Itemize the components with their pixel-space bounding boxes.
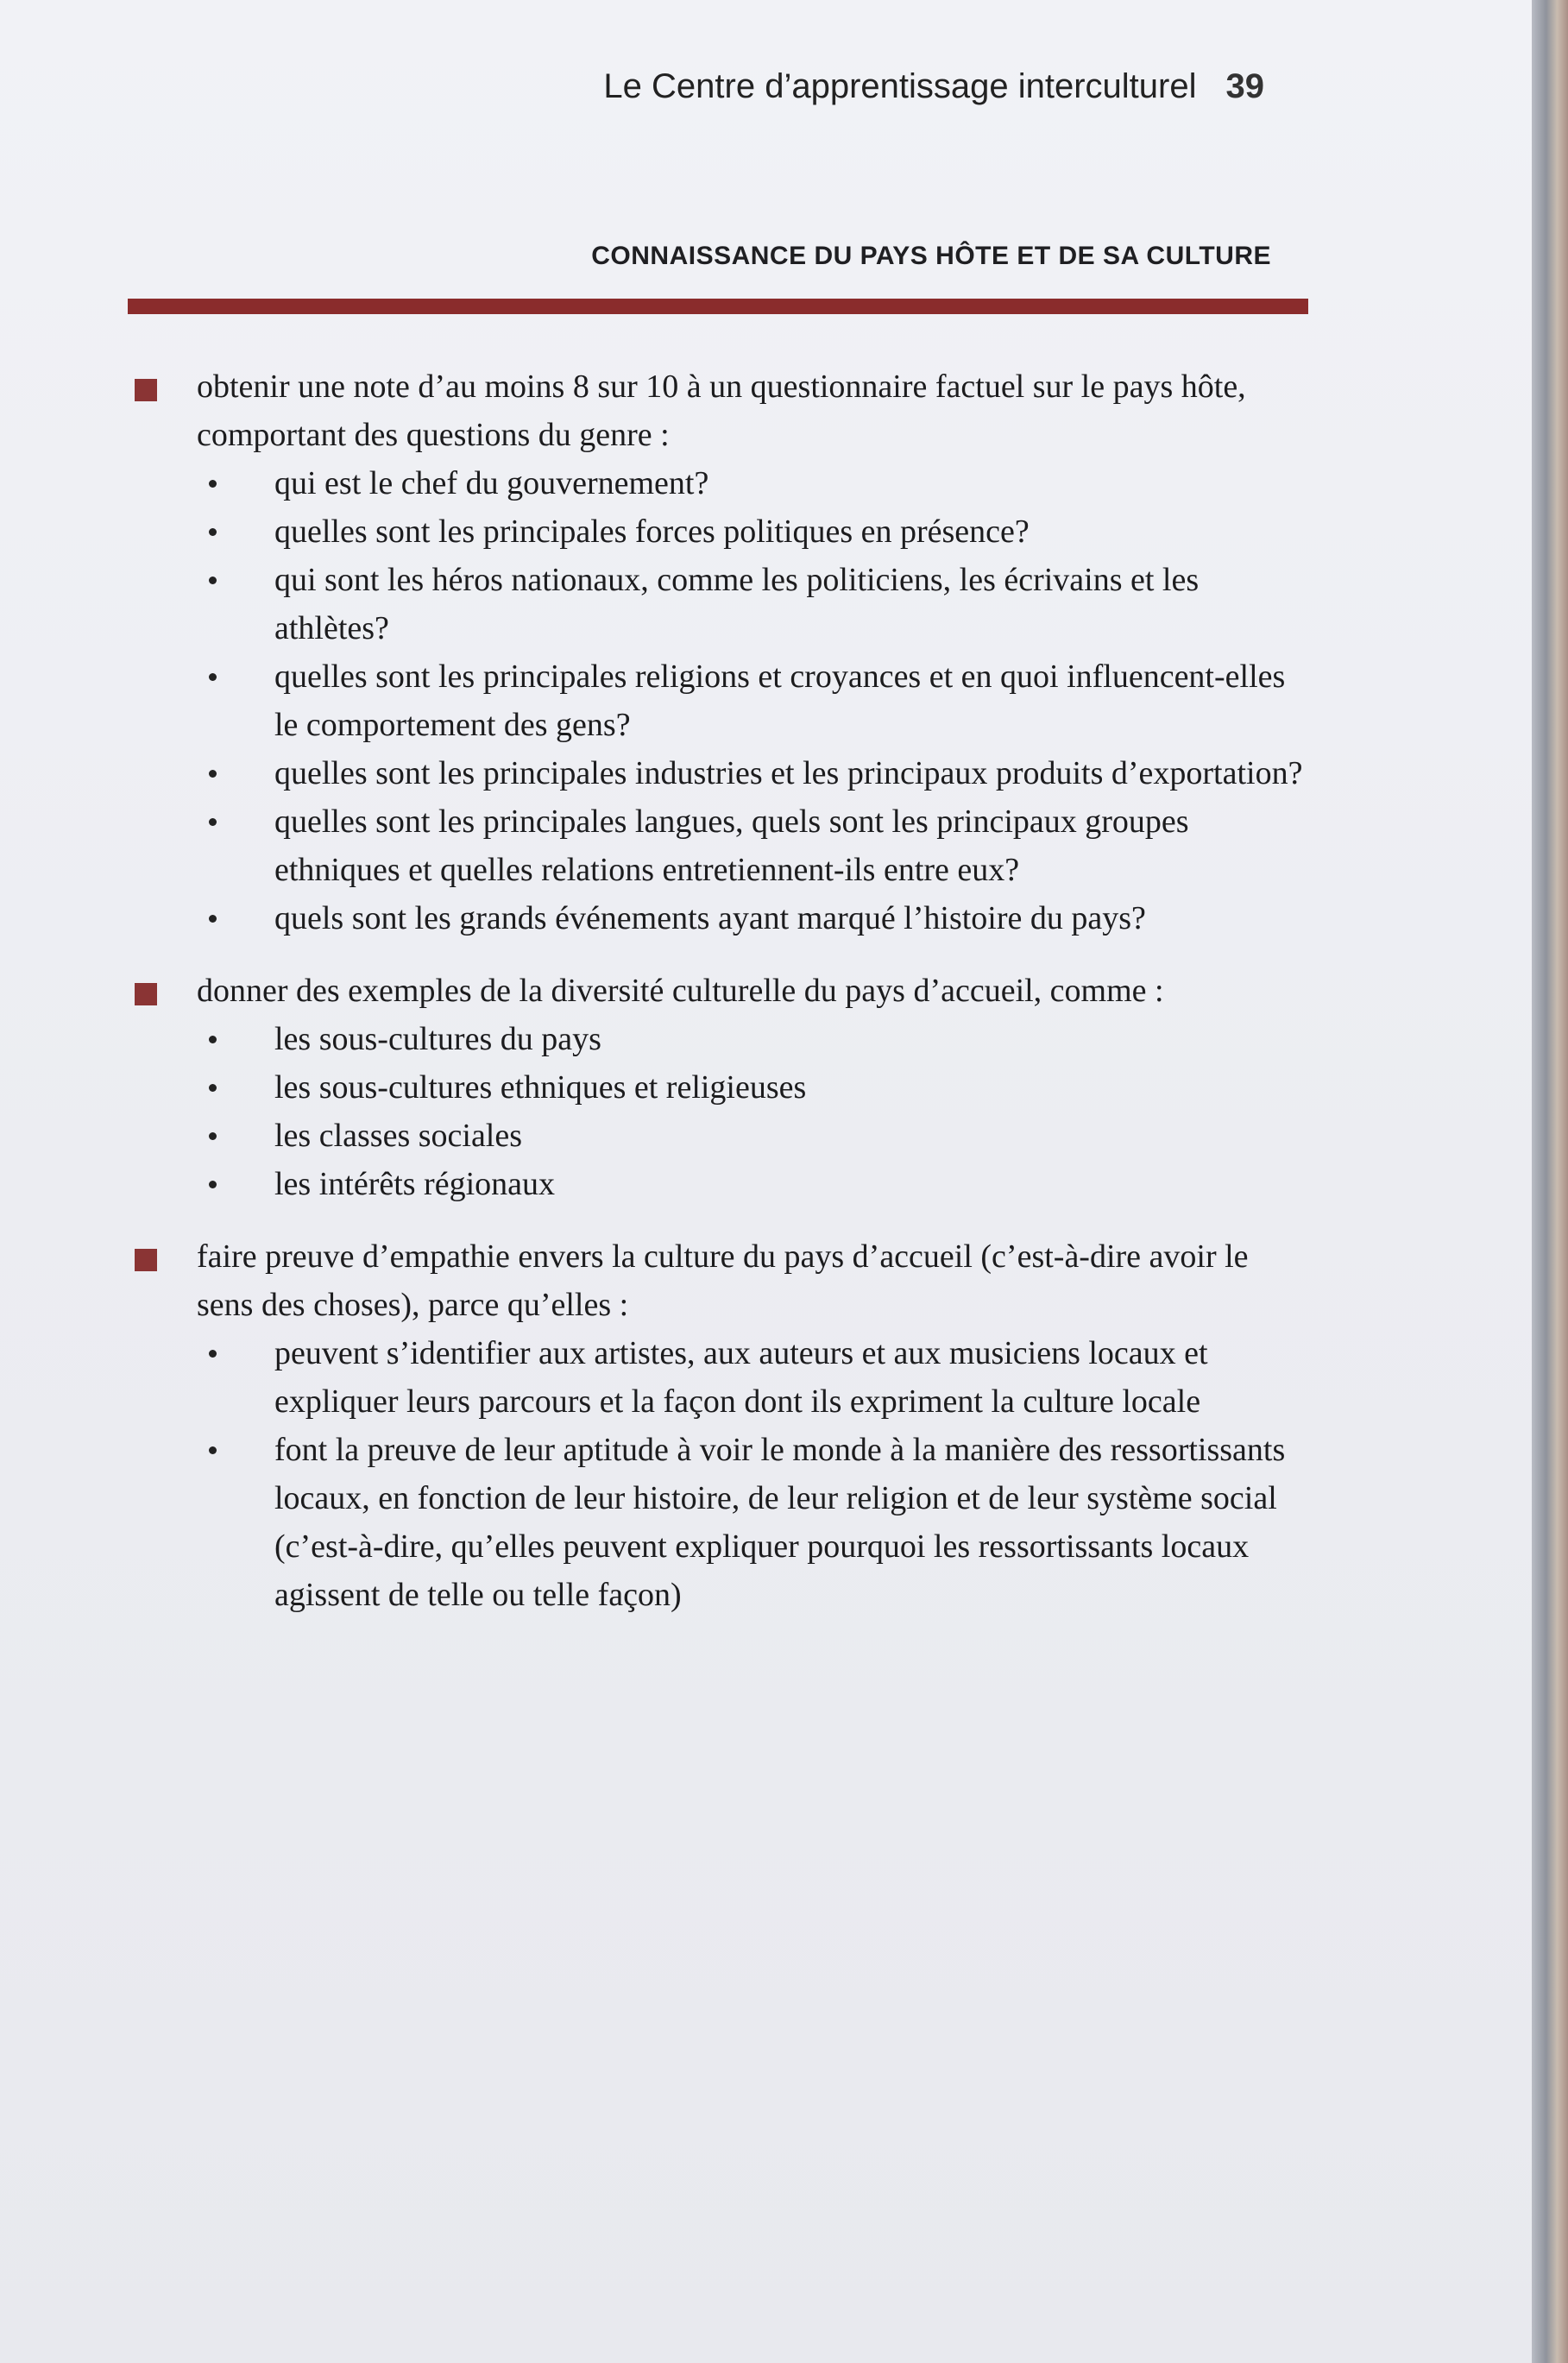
list-item <box>128 967 1310 1208</box>
bullet-dot-icon <box>209 577 217 584</box>
section-rule <box>128 299 1308 314</box>
bullet-dot-icon <box>209 1036 217 1043</box>
bullet-dot-icon <box>209 915 217 923</box>
bullet-dot-icon <box>209 1181 217 1188</box>
bullet-dot-icon <box>209 673 217 681</box>
item-text: faire preuve d’empathie envers la culture du pays d’accueil (c’est-à-dire avoir le sens des choses), parce qu’elles : <box>197 1238 1249 1323</box>
square-bullet-icon <box>135 1249 157 1271</box>
bullet-text: quelles sont les principales langues, quels sont les principaux groupes ethniques et quelles relations entretiennent-ils entre eux? <box>274 803 1189 888</box>
content-list <box>128 362 1310 1643</box>
bullet-text: quelles sont les principales forces politiques en présence? <box>274 514 1030 550</box>
bullet-list <box>197 1329 1310 1619</box>
bullet-dot-icon <box>209 1084 217 1092</box>
bullet-dot-icon <box>209 818 217 826</box>
bullet-list <box>197 459 1310 942</box>
bullet-dot-icon <box>209 480 217 488</box>
list-item <box>128 1232 1310 1619</box>
section-title: CONNAISSANCE DU PAYS HÔTE ET DE SA CULTURE <box>591 242 1271 270</box>
bullet-item <box>197 459 1310 507</box>
bullet-item <box>197 797 1310 894</box>
bullet-text: font la preuve de leur aptitude à voir le monde à la manière des ressortissants locaux, en fonction de leur histoire, de leur religion et de leur système social (c’est-à-dire, qu’elles peuvent expliquer pourquoi les ressortissants locaux agissent de telle ou telle façon) <box>274 1432 1286 1613</box>
square-bullet-icon <box>135 379 157 401</box>
bullet-item <box>197 1112 1310 1160</box>
bullet-text: quels sont les grands événements ayant marqué l’histoire du pays? <box>274 900 1146 936</box>
bullet-list <box>197 1015 1310 1208</box>
bullet-item <box>197 1426 1310 1619</box>
bullet-item <box>197 894 1310 942</box>
bullet-item <box>197 1015 1310 1063</box>
bullet-item <box>197 507 1310 556</box>
bullet-text: les sous-cultures ethniques et religieuses <box>274 1069 807 1106</box>
bullet-dot-icon <box>209 1350 217 1358</box>
bullet-text: les classes sociales <box>274 1118 523 1154</box>
bullet-text: quelles sont les principales industries et les principaux produits d’exportation? <box>274 755 1303 791</box>
bullet-text: quelles sont les principales religions et croyances et en quoi influencent-elles le comportement des gens? <box>274 658 1286 743</box>
square-bullet-icon <box>135 983 157 1005</box>
bullet-item <box>197 749 1310 797</box>
bullet-dot-icon <box>209 770 217 778</box>
bullet-text: les sous-cultures du pays <box>274 1021 601 1057</box>
bullet-dot-icon <box>209 528 217 536</box>
bullet-text: qui est le chef du gouvernement? <box>274 465 709 501</box>
bullet-text: qui sont les héros nationaux, comme les politiciens, les écrivains et les athlètes? <box>274 562 1200 646</box>
book-page-edge <box>1532 0 1568 2363</box>
bullet-item <box>197 1160 1310 1208</box>
bullet-text: les intérêts régionaux <box>274 1166 556 1202</box>
bullet-item <box>197 1063 1310 1112</box>
bullet-dot-icon <box>209 1446 217 1454</box>
header-title: Le Centre d’apprentissage interculturel <box>603 67 1197 105</box>
list-item <box>128 362 1310 942</box>
bullet-item <box>197 652 1310 749</box>
bullet-item <box>197 556 1310 652</box>
page-number: 39 <box>1225 67 1264 105</box>
item-text: donner des exemples de la diversité culturelle du pays d’accueil, comme : <box>197 973 1164 1009</box>
bullet-item <box>197 1329 1310 1426</box>
bullet-text: peuvent s’identifier aux artistes, aux auteurs et aux musiciens locaux et expliquer leurs parcours et la façon dont ils expriment la culture locale <box>274 1335 1208 1420</box>
running-header <box>603 67 1264 106</box>
item-text: obtenir une note d’au moins 8 sur 10 à un questionnaire factuel sur le pays hôte, comportant des questions du genre : <box>197 369 1246 453</box>
bullet-dot-icon <box>209 1132 217 1140</box>
